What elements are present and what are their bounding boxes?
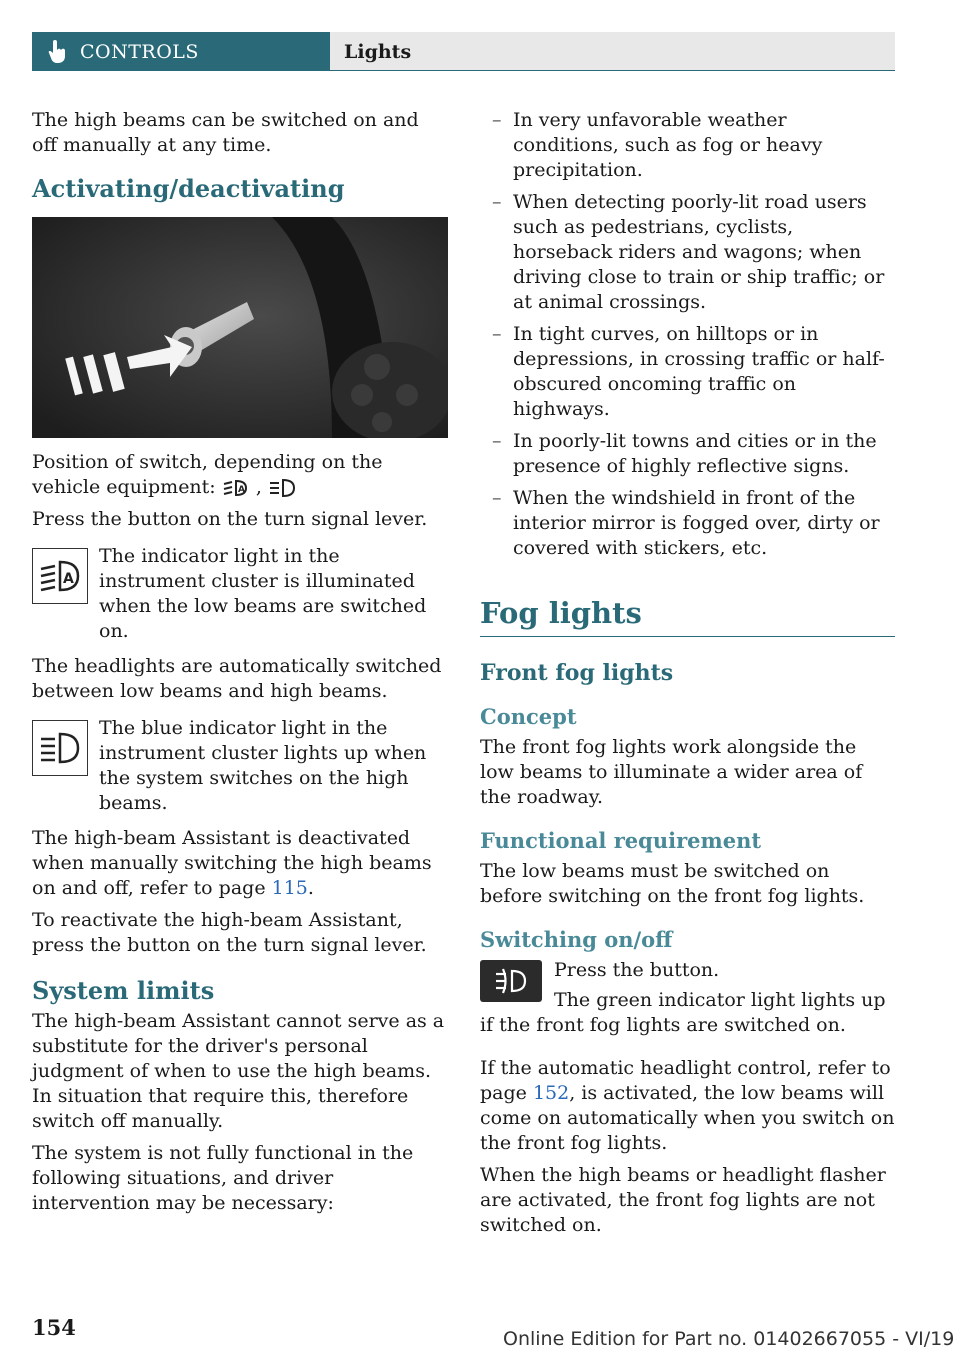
page-link-152[interactable]: 152: [532, 1082, 570, 1104]
chapter-tab-lights: [330, 32, 895, 71]
green-indicator-text: [480, 988, 895, 1038]
press-button-text: Press the button on the turn signal lever.: [32, 508, 428, 530]
section-label: CONTROLS: [80, 40, 199, 63]
turn-signal-lever-photo: [32, 217, 448, 438]
hand-pointer-icon: [46, 40, 68, 64]
heading-switching: Switching on/off: [480, 927, 673, 952]
right-column: [480, 108, 895, 1245]
high-beam-assistant-a-icon: [222, 477, 250, 499]
flasher-text: When the high beams or headlight flasher are activated, the front fog lights are not switched on.: [480, 1164, 886, 1236]
green-indicator-label: The green indicator light lights up if the front fog lights are switched on.: [480, 989, 886, 1036]
switch-position-label: Position of switch, depending on the vehicle equipment:: [32, 451, 383, 498]
section-tab-controls: [32, 32, 330, 71]
limits-list: [480, 108, 895, 561]
auto-headlight-text: [480, 1056, 895, 1156]
high-beam-indicator-icon: [32, 720, 88, 776]
reactivate-text: To reactivate the high-beam Assistant, press the button on the turn signal lever.: [32, 909, 427, 956]
page-header: [32, 32, 895, 71]
switch-position-text: [32, 450, 448, 500]
functional-text: The low beams must be switched on before switching on the front fog lights.: [480, 860, 865, 907]
limits-text-2: The system is not fully functional in the following situations, and driver intervention may be necessary:: [32, 1142, 414, 1214]
auto-switch-text: The headlights are automatically switched between low beams and high beams.: [32, 655, 442, 702]
auto-headlight-rest: , is activated, the low beams will come on automatically when you switch on the front fog lights.: [480, 1082, 895, 1154]
auto-headlight-label: If the automatic headlight control, refer to page: [480, 1057, 891, 1104]
indicator-low-beam: [32, 544, 448, 644]
indicator2-text: The blue indicator light in the instrument cluster lights up when the system switches on the high beams.: [99, 717, 427, 814]
high-beam-icon: [268, 477, 296, 499]
list-item: – In very unfavorable weather conditions, such as fog or heavy precipitation.: [480, 108, 895, 183]
heading-system-limits: System limits: [32, 976, 215, 1005]
limits-text-1: The high-beam Assistant cannot serve as a substitute for the driver's personal judgment of when to use the high beams. In situation that require this, therefore switch off manually.: [32, 1010, 445, 1132]
list-item: – When detecting poorly-lit road users such as pedestrians, cyclists, horseback riders and wagons; when driving close to train or ship traffic; or at animal crossings.: [480, 190, 895, 315]
heading-activating: Activating/deactivating: [32, 174, 345, 203]
heading-fog-lights: Fog lights: [480, 601, 895, 637]
switch-separator: ,: [255, 476, 262, 498]
deactivated-text: [32, 826, 448, 901]
indicator-high-beam: [32, 716, 448, 816]
low-beam-auto-indicator-icon: [32, 548, 88, 604]
chapter-label: Lights: [344, 40, 412, 63]
list-item: – In tight curves, on hilltops or in depressions, in crossing traffic or half-obscured oncoming traffic on highways.: [480, 322, 895, 422]
deactivated-period: .: [307, 877, 314, 899]
svg-text:A: A: [63, 571, 74, 587]
header-rule: [330, 70, 895, 71]
press-text: Press the button.: [554, 959, 720, 981]
edition-footer: Online Edition for Part no. 01402667055 - VI/19: [503, 1328, 955, 1350]
list-item: – When the windshield in front of the interior mirror is fogged over, dirty or covered with stickers, etc.: [480, 486, 895, 561]
list-item: – In poorly-lit towns and cities or in the presence of highly reflective signs.: [480, 429, 895, 479]
fog-light-button-icon: [480, 960, 542, 1002]
heading-functional-requirement: Functional requirement: [480, 828, 762, 853]
page-link-115[interactable]: 115: [271, 877, 308, 899]
deactivated-label: The high-beam Assistant is deactivated when manually switching the high beams on and off, refer to page: [32, 827, 432, 899]
svg-text:A: A: [237, 485, 245, 495]
heading-front-fog-lights: Front fog lights: [480, 660, 674, 686]
concept-text: The front fog lights work alongside the low beams to illuminate a wider area of the roadway.: [480, 736, 863, 808]
page-number: 154: [32, 1315, 76, 1340]
heading-concept: Concept: [480, 704, 577, 729]
intro-text: The high beams can be switched on and off manually at any time.: [32, 109, 419, 156]
left-column: [32, 108, 448, 1223]
indicator1-text: The indicator light in the instrument cluster is illuminated when the low beams are switched on.: [99, 545, 427, 642]
